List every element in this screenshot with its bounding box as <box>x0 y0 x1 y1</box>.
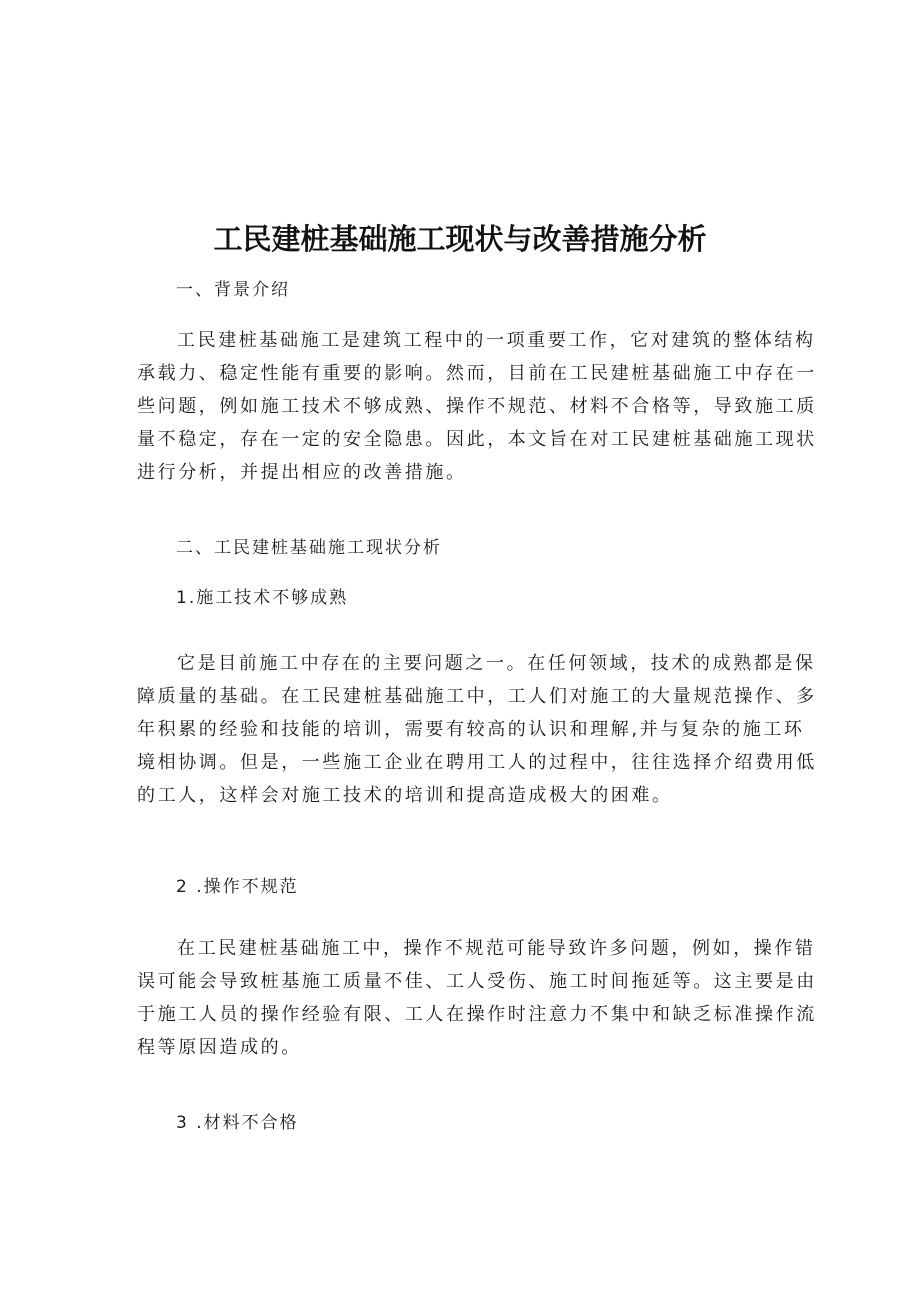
paragraph-line: 工民建桩基础施工是建筑工程中的一项重要工作，它对建筑的整体结构 <box>177 330 816 351</box>
paragraph-operation <box>137 932 817 1064</box>
section-heading-status-analysis: 二、工民建桩基础施工现状分析 <box>176 538 442 558</box>
paragraph-line: 承载力、稳定性能有重要的影响。然而，目前在工民建桩基础施工中存在一 <box>137 363 817 384</box>
paragraph-technology <box>137 647 817 812</box>
paragraph-line: 障质量的基础。在工民建桩基础施工中，工人们对施工的大量规范操作、多 <box>137 686 817 707</box>
subheading-technology: 1.施工技术不够成熟 <box>176 588 349 608</box>
section-heading-background: 一、背景介绍 <box>176 280 290 300</box>
paragraph-line: 于施工人员的操作经验有限、工人在操作时注意力不集中和缺乏标准操作流 <box>137 1004 817 1025</box>
paragraph-line: 量不稳定，存在一定的安全隐患。因此，本文旨在对工民建桩基础施工现状 <box>137 429 817 450</box>
paragraph-line: 些问题，例如施工技术不够成熟、操作不规范、材料不合格等，导致施工质 <box>137 396 817 417</box>
subheading-operation: 2 .操作不规范 <box>176 877 299 897</box>
paragraph-line: 在工民建桩基础施工中，操作不规范可能导致许多问题，例如，操作错 <box>177 938 816 959</box>
paragraph-line: 进行分析，并提出相应的改善措施。 <box>137 462 467 483</box>
paragraph-line: 年积累的经验和技能的培训，需要有较高的认识和理解,并与复杂的施工环 <box>137 719 805 740</box>
paragraph-line: 误可能会导致桩基施工质量不佳、工人受伤、施工时间拖延等。这主要是由 <box>137 971 817 992</box>
paragraph-background <box>137 324 817 489</box>
paragraph-line: 的工人，这样会对施工技术的培训和提高造成极大的困难。 <box>137 785 673 806</box>
document-title: 工民建桩基础施工现状与改善措施分析 <box>213 222 707 256</box>
paragraph-line: 它是目前施工中存在的主要问题之一。在任何领域，技术的成熟都是保 <box>177 653 816 674</box>
paragraph-line: 程等原因造成的。 <box>137 1037 302 1058</box>
subheading-materials: 3 .材料不合格 <box>176 1113 299 1133</box>
paragraph-line: 境相协调。但是，一些施工企业在聘用工人的过程中，往往选择介绍费用低 <box>137 752 817 773</box>
